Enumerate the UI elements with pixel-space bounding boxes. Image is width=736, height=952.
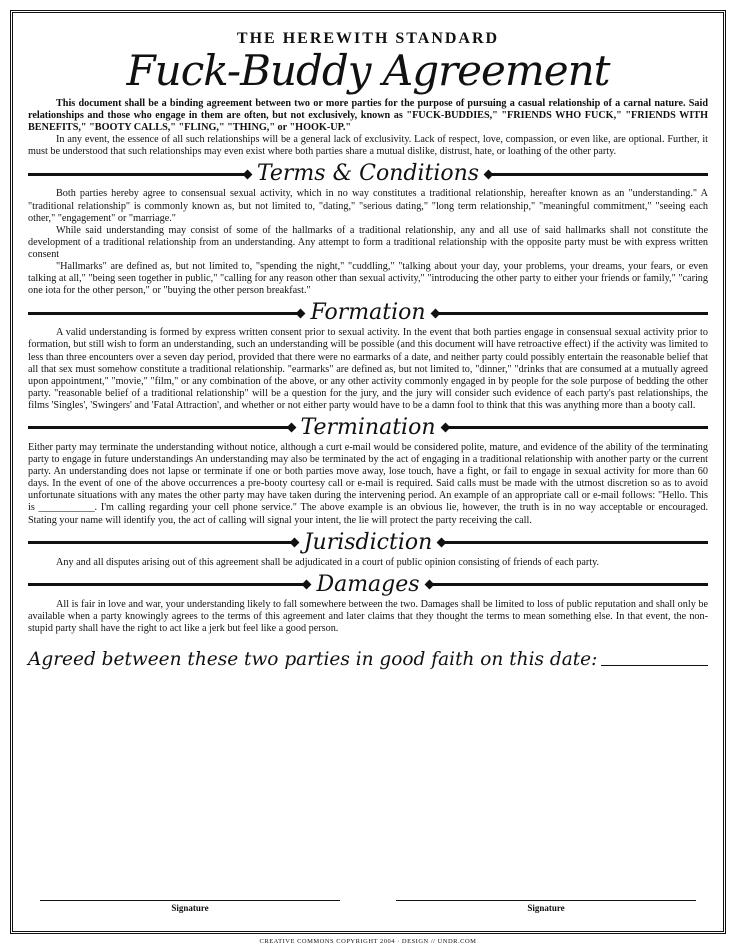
section-heading-jurisdiction: Jurisdiction (28, 531, 708, 555)
terms-paragraph-1: Both parties hereby agree to consensual sexual activity, which in no way constitutes a traditional relationship, hereafter known as an "understanding." A "traditional relationship" is commonly known as, but not limited to, "dating," "serious dating," "long term relationship," "meaningful commitment," "seeing each other," "engagement" or "marriage." (28, 188, 708, 224)
heading-rule-left (28, 541, 294, 544)
section-heading-damages: Damages (28, 573, 708, 597)
heading-rule-left (28, 426, 291, 429)
document-title: Fuck-Buddy Agreement (126, 46, 610, 95)
date-input-line[interactable] (601, 665, 708, 666)
terms-paragraph-2: While said understanding may consist of some of the hallmarks of a traditional relationship, any and all use of said hallmarks shall not constitute the development of a traditional relationship from an understanding. Any attempt to form a traditional relationship with the opposite party must be with express written consent (28, 224, 708, 260)
intro-paragraph: In any event, the essence of all such relationships will be a general lack of exclusivity. Lack of respect, love, compassion, or even like, are optional. Further, it must be understood that such relationships may even exist where both parties share a mutual dislike, distrust, hate, or loathing of the other party. (28, 134, 708, 158)
signature-line-left[interactable]: Signature (40, 900, 340, 913)
jurisdiction-paragraph: Any and all disputes arising out of this agreement shall be adjudicated in a court of public opinion consisting of friends of each party. (56, 556, 600, 568)
section-heading-formation: Formation (28, 301, 708, 325)
copyright-footer: CREATIVE COMMONS COPYRIGHT 2004 · DESIGN // UNDR.COM (259, 938, 477, 945)
agreement-document (28, 30, 708, 670)
formation-paragraph: A valid understanding is formed by express written consent prior to sexual activity. In the event that both parties engage in consensual sexual activity prior to formation, but still wish to form an understanding, such an understanding will be possible (and this document will have retroactive effect) if the activity was limited to less than three encounters over a seven day period, provided that there were no earmarks of a date, and neither party could possibly entertain the reasonable belief that all that sex must somehow constitute a traditional relationship. "earmarks" are defined as, but not limited to, "dinner," "drinks that are consumed at a mutually agreed upon appointment," "movie," "film," or any combination of the above, or any other activity commonly engaged in by people for the sole purpose of bedding the other party. "reasonable belief of a traditional relationship" will be a question for the jury, and the jury will consider such evidence of each party's past relationships, the films 'Singles', 'Swingers' and 'Fatal Attraction', and whether or not either party would have to be a damn fool to think that this was anything more than a booty call. (28, 327, 708, 411)
heading-rule-right (436, 312, 708, 315)
signature-block (40, 900, 696, 913)
heading-rule-left (28, 173, 247, 176)
heading-rule-right (489, 173, 708, 176)
heading-rule-right (442, 541, 708, 544)
agreement-date-label: Agreed between these two parties in good faith on this date: (28, 649, 598, 670)
document-header: THE HEREWITH STANDARD (236, 30, 500, 47)
heading-rule-right (430, 583, 708, 586)
heading-rule-left (28, 312, 300, 315)
heading-rule-right (446, 426, 709, 429)
termination-paragraph: Either party may terminate the understanding without notice, although a curt e-mail would be considered polite, mature, and evidence of the ability of the terminating party to engage in future understandings An understanding may also be terminated by the act of engaging in a traditional relationship with another party or the current party. An understanding does not lapse or terminate if one or both parties move away, lose touch, have a fight, or fail to engage in sexual activity for more than 60 days. In the event of one of the above occurrences a pre-booty courtesy call or e-mail is required. Said calls must be made with the utmost discretion so as to avoid unfortunate situations with any mates the other party may have taken during the intervening period. An example of an appropriate call or e-mail follows: "Hello. This is ___________. I'm calling regarding your cell phone service." The above example is an obvious lie, however, the truth is in no way acceptable or encouraged. Stating your name will identify you, the act of calling will signal your intent, the lie will protect the party receiving the call. (28, 441, 708, 526)
terms-paragraph-3: "Hallmarks" are defined as, but not limited to, "spending the night," "cuddling," "talking about your day, your problems, your dreams, your fears, or even talking at all," "being seen together in public," "calling for any reason other than sexual activity," "introducing the other party to either your friends or family," "caring one iota for the other person," or "buying the other person breakfast." (28, 261, 708, 297)
section-heading-terms: Terms & Conditions (28, 162, 708, 186)
damages-paragraph: All is fair in love and war, your understanding likely to fall somewhere between the two. Damages shall be limited to loss of public reputation and shall only be available when a party knowingly agrees to the terms of this agreement and later claims that they thought the terms to mean something else. In that event, the non-stupid party shall have the right to act like a jerk but feel like a good person. (28, 598, 708, 634)
intro-bold-paragraph: This document shall be a binding agreement between two or more parties for the purpose of pursuing a casual relationship of a carnal nature. Said relationships and those who engage in them are often, but not exclusively, known as "FUCK-BUDDIES," "FRIENDS WHO FUCK," "FRIENDS WITH BENEFITS," "BOOTY CALLS," "FLING," "THING," or "HOOK-UP." (28, 98, 708, 134)
section-heading-termination: Termination (28, 416, 708, 440)
agreement-date-line (28, 649, 708, 670)
signature-line-right[interactable]: Signature (396, 900, 696, 913)
heading-rule-left (28, 583, 306, 586)
